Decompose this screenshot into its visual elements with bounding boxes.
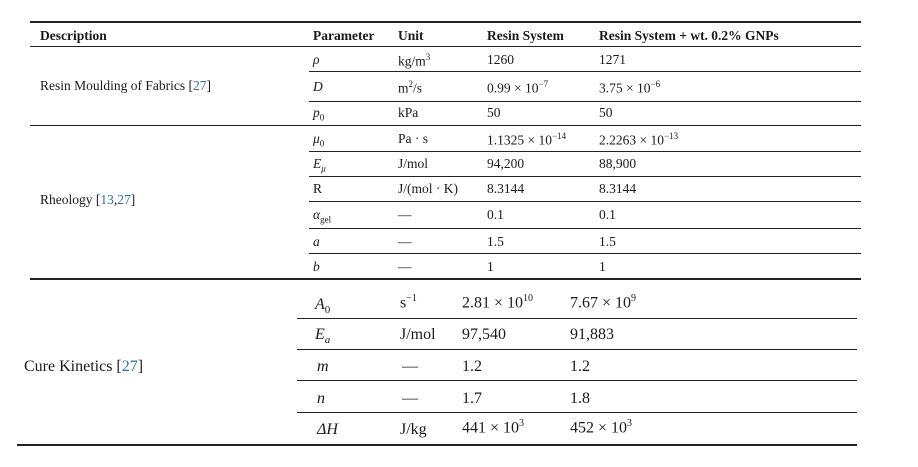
value-resin: $2.81 \times 10^{10}$ — [462, 293, 534, 312]
value-resin-gnp: $2.2263 \times 10^{-13}$ — [599, 131, 679, 148]
header-unit: Unit — [398, 28, 424, 43]
citation-link[interactable]: 27 — [117, 192, 131, 207]
param-p0: $p_0$ — [313, 105, 325, 123]
citation-link[interactable]: 27 — [121, 358, 138, 375]
value-resin: 97,540 — [462, 326, 506, 343]
value-resin: $441 \times 10^3$ — [462, 418, 525, 437]
unit-r: J/(mol · K) — [398, 181, 458, 196]
param-m: m — [317, 358, 329, 375]
param-e-mu: $E_\mu$ — [313, 156, 326, 174]
param-a0: $A_0$ — [315, 296, 331, 317]
param-alpha-gel: $\alpha_{gel}$ — [313, 207, 332, 225]
unit-mu0: Pa · s — [398, 131, 428, 146]
param-r: R — [313, 181, 323, 196]
value-resin-gnp: 8.3144 — [599, 181, 637, 196]
value-resin-gnp: 88,900 — [599, 156, 637, 171]
unit-n: — — [402, 390, 418, 407]
group-rule — [30, 278, 861, 280]
param-rho: ρ — [313, 52, 320, 67]
value-resin-gnp: $3.75 \times 10^{-6}$ — [599, 79, 661, 96]
unit-a0: $s^{-1}$ — [400, 293, 417, 312]
value-resin-gnp: 50 — [599, 105, 613, 120]
param-n: n — [317, 390, 325, 407]
value-resin: 1.2 — [462, 358, 482, 375]
group-label-cure-kinetics: Cure Kinetics [27] — [24, 358, 144, 375]
unit-p0: kPa — [398, 105, 419, 120]
param-d: D — [313, 79, 323, 94]
value-resin-gnp: 1.5 — [599, 234, 616, 249]
param-ea: $E_a$ — [315, 326, 331, 347]
bottom-rule — [17, 444, 857, 446]
row-divider — [309, 228, 861, 229]
citation-link[interactable]: 13 — [100, 192, 114, 207]
group-label-rheology: Rheology [13,27] — [40, 192, 136, 207]
unit-b: — — [398, 259, 412, 274]
param-mu0: $\mu_0$ — [313, 131, 325, 149]
row-divider — [309, 253, 861, 254]
value-resin: 0.1 — [487, 207, 504, 222]
value-resin: 1.7 — [462, 390, 482, 407]
unit-a: — — [398, 234, 412, 249]
top-rule — [30, 21, 861, 23]
param-b: b — [313, 259, 320, 274]
value-resin: 94,200 — [487, 156, 525, 171]
unit-e-mu: J/mol — [398, 156, 429, 171]
unit-delta-h: J/kg — [400, 421, 427, 438]
row-divider — [297, 349, 857, 350]
value-resin: 50 — [487, 105, 501, 120]
header-resin-system: Resin System — [487, 28, 564, 43]
row-divider — [309, 71, 861, 72]
unit-alpha-gel: — — [398, 207, 412, 222]
value-resin-gnp: 1.2 — [570, 358, 590, 375]
value-resin-gnp: 1271 — [599, 52, 626, 67]
value-resin-gnp: 91,883 — [570, 326, 614, 343]
unit-ea: J/mol — [400, 326, 436, 343]
value-resin: 8.3144 — [487, 181, 525, 196]
value-resin: 1.5 — [487, 234, 504, 249]
unit-m: — — [402, 358, 418, 375]
param-delta-h: ΔH — [317, 421, 338, 438]
header-resin-gnp: Resin System + wt. 0.2% GNPs — [599, 28, 779, 43]
value-resin-gnp: 1.8 — [570, 390, 590, 407]
row-divider — [297, 380, 857, 381]
value-resin-gnp: $452 \times 10^3$ — [570, 418, 633, 437]
unit-rho: $kg/m^3$ — [398, 52, 431, 69]
row-divider — [309, 201, 861, 202]
row-divider — [297, 412, 857, 413]
value-resin: $1.1325 \times 10^{-14}$ — [487, 131, 567, 148]
param-a: a — [313, 234, 320, 249]
value-resin-gnp: $7.67 \times 10^9$ — [570, 293, 637, 312]
value-resin-gnp: 1 — [599, 259, 606, 274]
value-resin-gnp: 0.1 — [599, 207, 616, 222]
group-rule — [30, 125, 861, 126]
row-divider — [309, 176, 861, 177]
row-divider — [309, 101, 861, 102]
row-divider — [297, 318, 857, 319]
citation-link[interactable]: 27 — [193, 78, 207, 93]
header-rule — [30, 46, 861, 47]
unit-d: $m^2/s$ — [398, 79, 423, 96]
header-parameter: Parameter — [313, 28, 375, 43]
row-divider — [309, 151, 861, 152]
value-resin: 1260 — [487, 52, 514, 67]
header-description: Description — [40, 28, 107, 43]
value-resin: 1 — [487, 259, 494, 274]
value-resin: $0.99 \times 10^{-7}$ — [487, 79, 549, 96]
group-label-resin-moulding: Resin Moulding of Fabrics [27] — [40, 78, 211, 93]
